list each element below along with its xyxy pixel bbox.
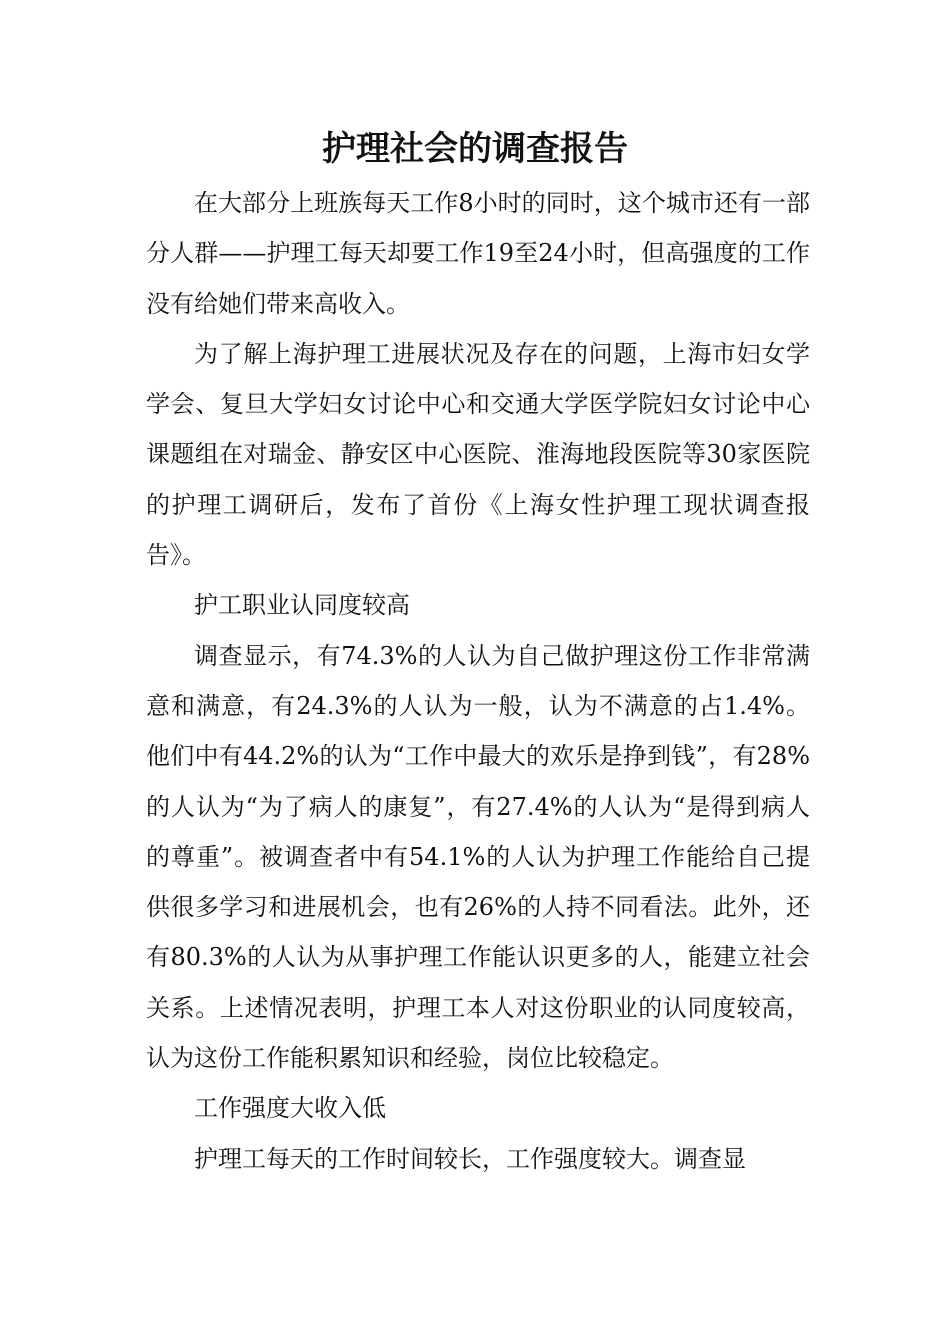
document-title: 护理社会的调查报告 xyxy=(322,129,628,169)
paragraph-workload: 护理工每天的工作时间较长，工作强度较大。调查显 xyxy=(194,1144,746,1173)
paragraph-intro: 在大部分上班族每天工作8小时的同时，这个城市还有一部分人群——护理工每天却要工作19至24小时，但高强度的工作没有给她们带来高收入。 xyxy=(146,189,810,318)
paragraph-survey-results: 调查显示，有74.3%的人认为自己做护理这份工作非常满意和满意，有24.3%的人认为一般，认为不满意的占1.4%。他们中有44.2%的认为“工作中最大的欢乐是挣到钱”，有28%的人认为“为了病人的康复”，有27.4%的人认为“是得到病人的尊重”。被调查者中有54.1%的人认为护理工作能给自己提供很多学习和进展机会，也有26%的人持不同看法。此外，还有80.3%的人认为从事护理工作能认识更多的人，能建立社会关系。上述情况表明，护理工本人对这份职业的认同度较高，认为这份工作能积累知识和经验，岗位比较稳定。 xyxy=(146,641,810,1073)
section-heading-workload: 工作强度大收入低 xyxy=(194,1094,386,1123)
paragraph-background: 为了解上海护理工进展状况及存在的问题，上海市妇女学学会、复旦大学妇女讨论中心和交通大学医学院妇女讨论中心课题组在对瑞金、静安区中心医院、淮海地段医院等30家医院的护理工调研后，发布了首份《上海女性护理工现状调查报告》。 xyxy=(146,339,810,570)
section-heading-identity: 护工职业认同度较高 xyxy=(194,591,410,620)
document-body xyxy=(146,178,810,1184)
